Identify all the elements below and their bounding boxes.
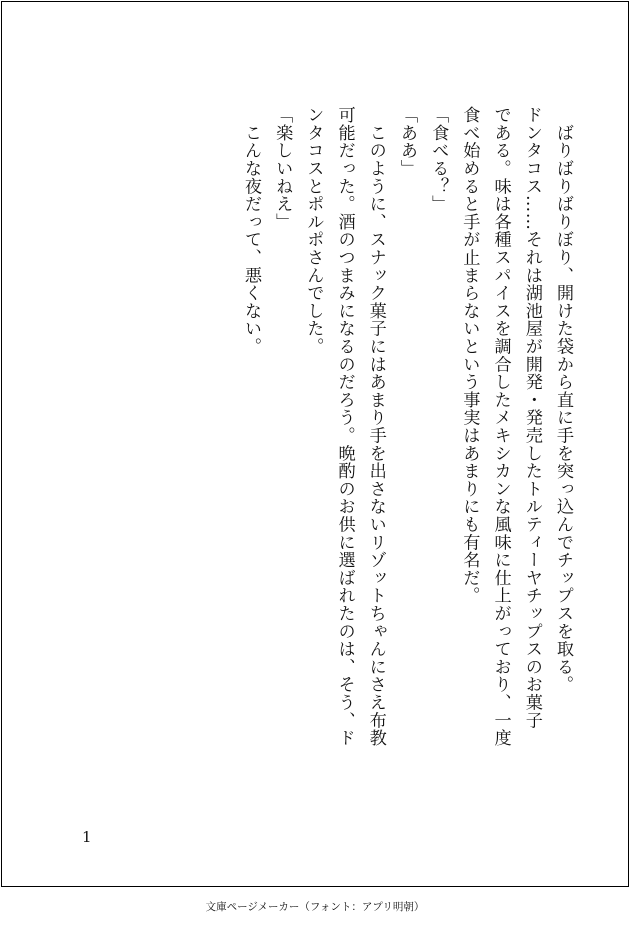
text-line: ドンタコス……それは湖池屋が開発・発売したトルティーヤチップスのお菓子 <box>521 106 542 729</box>
text-line: 可能だった。酒のつまみになるのだろう。晩酌のお供に選ばれたのは、そう、ド <box>334 106 355 747</box>
text-line: 「ああ」 <box>396 106 417 178</box>
text-line: こんな夜だって、悪くない。 <box>240 106 261 356</box>
text-line: このように、スナック菓子にはあまり手を出さないリゾットちゃんにさえ布教 <box>365 106 386 747</box>
text-line: である。味は各種スパイスを調合したメキシカンな風味に仕上がっており、一度 <box>490 106 511 747</box>
text-line: 「食べる？」 <box>428 106 449 213</box>
text-line: 「楽しいねえ」 <box>272 106 293 231</box>
text-line: 食べ始めると手が止まらないという事実はあまりにも有名だ。 <box>459 106 480 605</box>
text-line: ンタコスとポルポさんでした。 <box>303 106 324 356</box>
page-number: 1 <box>82 828 92 846</box>
page-frame <box>1 1 629 887</box>
text-line: ばりばりばりぼり、開けた袋から直に手を突っ込んでチップスを取る。 <box>553 106 573 694</box>
footer-credit: 文庫ページメーカー（フォント：アプリ明朝） <box>205 901 425 913</box>
vertical-body-text <box>202 106 578 766</box>
